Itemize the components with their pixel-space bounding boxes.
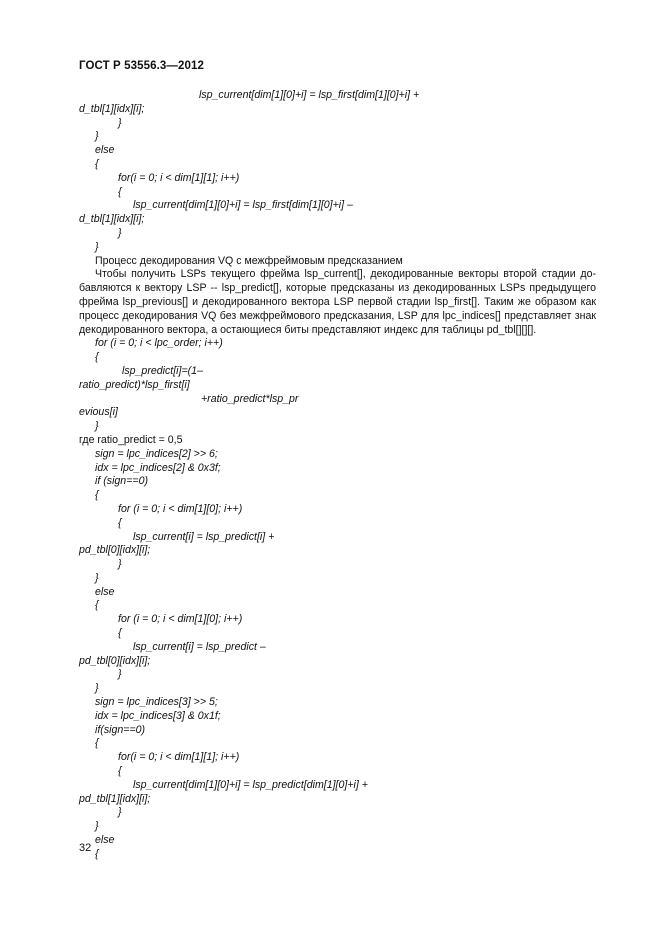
code-line: else [95, 834, 115, 847]
code-line: else [95, 585, 115, 598]
code-line: { [118, 185, 122, 198]
code-line: } [118, 806, 122, 819]
section-heading: Процесс декодирования VQ с межфреймовым предсказанием [95, 254, 403, 267]
page-header-standard-title: ГОСТ Р 53556.3—2012 [79, 60, 204, 72]
code-line: { [95, 157, 99, 170]
code-line: if(sign==0) [95, 723, 146, 736]
code-line: pd_tbl[0][idx][i]; [79, 654, 151, 667]
code-line: } [95, 240, 99, 253]
code-line: sign = lpc_indices[2] >> 6; [95, 447, 218, 460]
code-line: { [95, 599, 99, 612]
code-line: { [118, 765, 122, 778]
paragraph-line: декодированного вектора, а остающиеся биты представляют индекс для таблицы pd_tbl[][][]. [79, 323, 537, 336]
code-line: { [95, 351, 99, 364]
code-line: pd_tbl[1][idx][i]; [79, 792, 151, 805]
code-line: { [95, 489, 99, 502]
code-line: d_tbl[1][idx][i]; [79, 213, 145, 226]
paragraph-line: фрейма lsp_previous[] и декодированного вектора LSP первой стадии lsp_first[]. Таким же образом как [79, 295, 596, 308]
code-line: lsp_current[dim[1][0]+i] = lsp_predict[dim[1][0]+i] + [133, 778, 368, 791]
code-line: { [95, 847, 99, 860]
code-line: pd_tbl[0][idx][i]; [79, 544, 151, 557]
code-line: lsp_predict[i]=(1– [122, 364, 203, 377]
code-line: { [95, 737, 99, 750]
code-line: if (sign==0) [95, 475, 148, 488]
code-line: d_tbl[1][idx][i]; [79, 102, 145, 115]
paragraph-line: где ratio_predict = 0,5 [79, 433, 183, 446]
code-line: } [118, 558, 122, 571]
code-line: lsp_current[i] = lsp_predict – [133, 640, 266, 653]
code-line: } [95, 130, 99, 143]
code-line: else [95, 144, 115, 157]
code-line: for(i = 0; i < dim[1][1]; i++) [118, 171, 240, 184]
code-line: for(i = 0; i < dim[1][1]; i++) [118, 751, 240, 764]
code-line: { [118, 627, 122, 640]
code-line: } [95, 420, 99, 433]
code-line: for (i = 0; i < dim[1][0]; i++) [118, 502, 243, 515]
code-line: } [118, 668, 122, 681]
paragraph-line: Чтобы получить LSPs текущего фрейма lsp_current[], декодированные векторы второй стадии до- [95, 268, 596, 281]
code-line: lsp_current[dim[1][0]+i] = lsp_first[dim[1][0]+i] – [133, 199, 353, 212]
code-line: ratio_predict)*lsp_first[i] [79, 378, 190, 391]
code-line: } [95, 820, 99, 833]
code-line: { [118, 516, 122, 529]
code-line: lsp_current[i] = lsp_predict[i] + [133, 530, 275, 543]
code-line: } [95, 682, 99, 695]
code-line: for (i = 0; i < lpc_order; i++) [95, 337, 223, 350]
code-line: for (i = 0; i < dim[1][0]; i++) [118, 613, 243, 626]
paragraph-line: процесс декодирования VQ без межфреймового предсказания, LSP для lpc_indices[] представляет знак [79, 309, 596, 322]
code-line: evious[i] [79, 406, 118, 419]
page-number: 32 [79, 842, 92, 854]
code-line: } [118, 226, 122, 239]
code-line: } [118, 116, 122, 129]
code-line: lsp_current[dim[1][0]+i] = lsp_first[dim[1][0]+i] + [199, 89, 420, 101]
code-line: +ratio_predict*lsp_pr [201, 392, 299, 405]
code-line: idx = lpc_indices[2] & 0x3f; [95, 461, 221, 474]
paragraph-line: бавляются к вектору LSP -- lsp_predict[], которые предсказаны из декодированных LSPs предыдущего [79, 282, 596, 295]
code-line: sign = lpc_indices[3] >> 5; [95, 696, 218, 709]
code-line: idx = lpc_indices[3] & 0x1f; [95, 709, 221, 722]
code-line: } [95, 571, 99, 584]
document-body [79, 89, 596, 862]
